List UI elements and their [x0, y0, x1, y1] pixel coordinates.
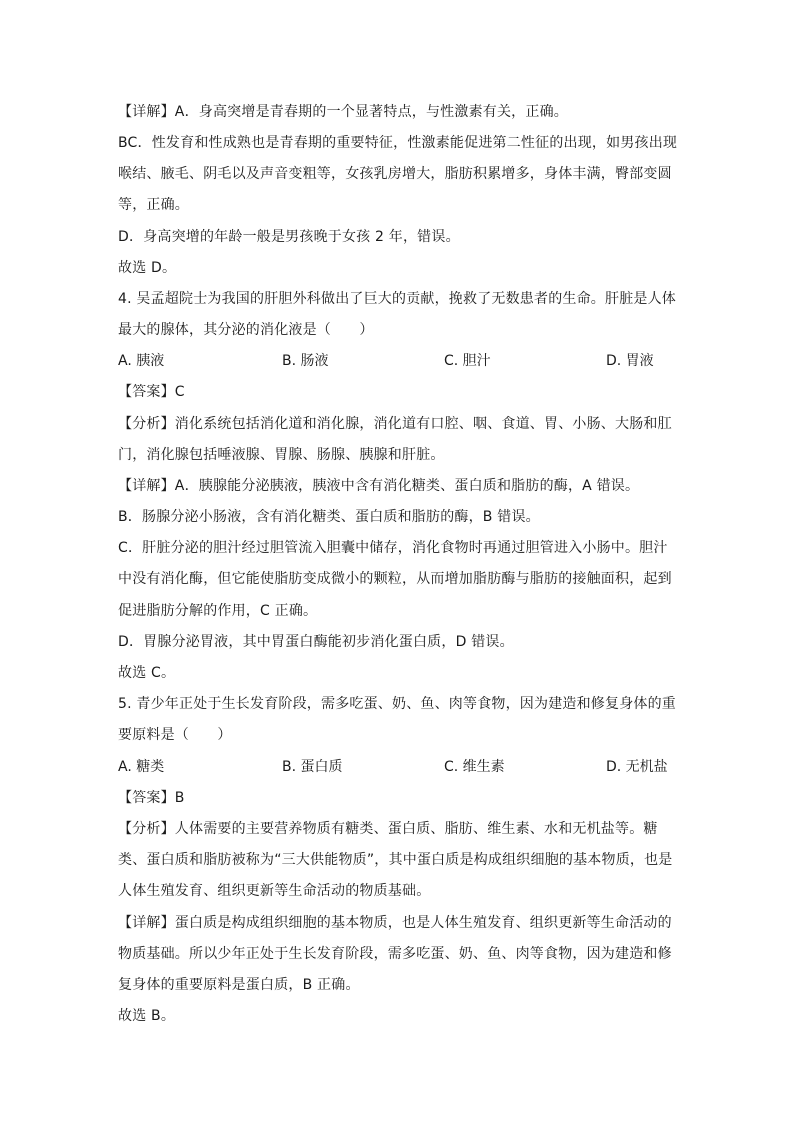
q5-analysis-2: 类、蛋白质和脂肪被称为“三大供能物质”，其中蛋白质是构成组织细胞的基本物质，也是: [118, 852, 673, 868]
q4-analysis-2: 门，消化腺包括唾液腺、胃腺、肠腺、胰腺和肝脏。: [118, 447, 445, 463]
q3-detail-bc-3: 等，正确。: [118, 197, 189, 213]
q4-conclusion: 故选 C。: [118, 665, 176, 681]
q4-detail-c-1: C．肝脏分泌的胆汁经过胆管流入胆囊中储存，消化食物时再通过胆管进入小肠中。胆汁: [118, 540, 668, 556]
q5-option-c: C. 维生素: [444, 759, 505, 775]
q5-analysis-3: 人体生殖发育、组织更新等生命活动的物质基础。: [118, 883, 431, 899]
q5-analysis-1: 【分析】人体需要的主要营养物质有糖类、蛋白质、脂肪、维生素、水和无机盐等。糖: [118, 821, 658, 837]
q5-detail-3: 复身体的重要原料是蛋白质，B 正确。: [118, 977, 360, 993]
q5-detail-2: 物质基础。所以少年正处于生长发育阶段，需多吃蛋、奶、鱼、肉等食物，因为建造和修: [118, 946, 672, 962]
q3-detail-bc-1: BC．性发育和性成熟也是青春期的重要特征，性激素能促进第二性征的出现，如男孩出现: [118, 135, 678, 151]
q4-detail-b: B．肠腺分泌小肠液，含有消化糖类、蛋白质和脂肪的酶，B 错误。: [118, 509, 540, 525]
q4-detail-d: D．胃腺分泌胃液，其中胃蛋白酶能初步消化蛋白质，D 错误。: [118, 634, 514, 650]
q3-conclusion: 故选 D。: [118, 260, 177, 276]
q4-option-c: C. 胆汁: [444, 353, 491, 369]
q4-answer: 【答案】C: [118, 384, 185, 400]
q5-option-b: B. 蛋白质: [282, 759, 343, 775]
q5-answer: 【答案】B: [118, 790, 185, 806]
q4-stem-2: 最大的腺体，其分泌的消化液是（ ）: [118, 322, 374, 338]
q3-detail-a: 【详解】A．身高突增是青春期的一个显著特点，与性激素有关，正确。: [118, 104, 568, 120]
q5-stem-1: 5. 青少年正处于生长发育阶段，需多吃蛋、奶、鱼、肉等食物，因为建造和修复身体的重: [118, 696, 677, 712]
q5-stem-2: 要原料是（ ）: [118, 727, 232, 743]
q4-detail-a: 【详解】A．胰腺能分泌胰液，胰液中含有消化糖类、蛋白质和脂肪的酶，A 错误。: [118, 478, 640, 494]
q4-option-a: A. 胰液: [118, 353, 165, 369]
q4-detail-c-3: 促进脂肪分解的作用，C 正确。: [118, 603, 318, 619]
q4-detail-c-2: 中没有消化酶，但它能使脂肪变成微小的颗粒，从而增加脂肪酶与脂肪的接触面积，起到: [118, 571, 672, 587]
q5-detail-1: 【详解】蛋白质是构成组织细胞的基本物质，也是人体生殖发育、组织更新等生命活动的: [118, 915, 672, 931]
q4-stem-1: 4. 吴孟超院士为我国的肝胆外科做出了巨大的贡献，挽救了无数患者的生命。肝脏是人体: [118, 291, 677, 307]
q4-analysis-1: 【分析】消化系统包括消化道和消化腺，消化道有口腔、咽、食道、胃、小肠、大肠和肛: [118, 416, 672, 432]
q5-option-a: A. 糖类: [118, 759, 165, 775]
q4-options: [118, 351, 678, 371]
q5-option-d: D. 无机盐: [606, 759, 668, 775]
q4-option-d: D. 胃液: [606, 353, 654, 369]
q3-detail-d: D．身高突增的年龄一般是男孩晚于女孩 2 年，错误。: [118, 229, 460, 245]
q3-detail-bc-2: 喉结、腋毛、阴毛以及声音变粗等，女孩乳房增大，脂肪积累增多，身体丰满，臀部变圆: [118, 166, 672, 182]
q5-conclusion: 故选 B。: [118, 1008, 176, 1024]
q4-option-b: B. 肠液: [282, 353, 329, 369]
q5-options: [118, 757, 678, 777]
